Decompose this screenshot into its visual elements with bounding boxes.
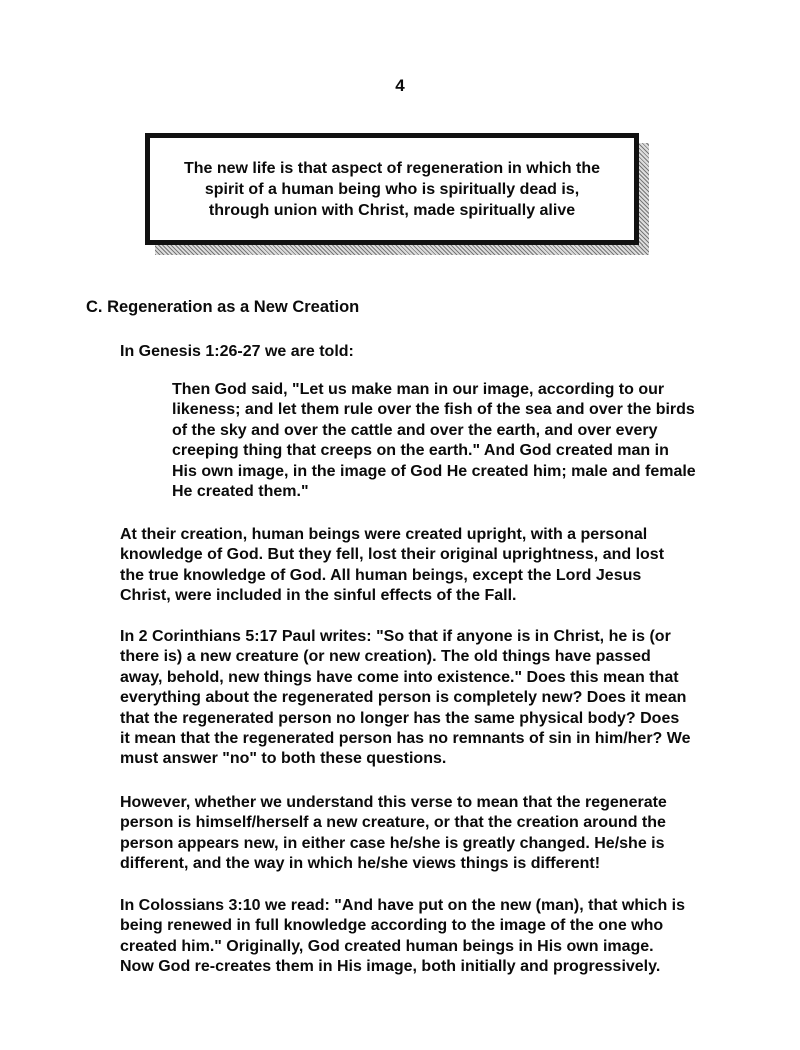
paragraph-line: Christ, were included in the sinful effects of the Fall. <box>120 587 517 605</box>
quote-line: creeping thing that creeps on the earth." And God created man in <box>172 442 669 460</box>
definition-line: through union with Christ, made spiritually alive <box>208 201 576 219</box>
paragraph-line: knowledge of God. But they fell, lost their original uprightness, and lost <box>120 546 665 564</box>
quote-line: Then God said, "Let us make man in our image, according to our <box>172 381 665 398</box>
paragraph-line: being renewed in full knowledge according to the image of the one who <box>120 917 664 935</box>
body-paragraph <box>120 627 740 770</box>
scripture-intro: In Genesis 1:26-27 we are told: <box>120 343 354 360</box>
definition-text <box>157 158 627 221</box>
definition-line: The new life is that aspect of regeneration in which the <box>183 159 601 177</box>
paragraph-line: person is himself/herself a new creature, or that the creation around the <box>120 814 666 832</box>
paragraph-line: In 2 Corinthians 5:17 Paul writes: "So that if anyone is in Christ, he is (or <box>120 628 671 645</box>
scripture-quote <box>172 380 732 502</box>
paragraph-line: that the regenerated person no longer has the same physical body? Does <box>120 709 680 727</box>
definition-box <box>145 133 639 245</box>
paragraph-line: In Colossians 3:10 we read: "And have put on the new (man), that which is <box>120 897 686 914</box>
paragraph-line: different, and the way in which he/she views things is different! <box>120 855 601 873</box>
definition-box-shadow <box>155 245 649 255</box>
body-paragraph <box>120 793 740 875</box>
paragraph-line: the true knowledge of God. All human beings, except the Lord Jesus <box>120 566 642 584</box>
quote-line: likeness; and let them rule over the fish of the sea and over the birds <box>172 401 695 419</box>
paragraph-line: there is) a new creature (or new creation). The old things have passed <box>120 648 651 666</box>
paragraph-line: At their creation, human beings were created upright, with a personal <box>120 526 648 543</box>
paragraph-line: it mean that the regenerated person has no remnants of sin in him/her? We <box>120 730 691 748</box>
paragraph-line: However, whether we understand this verse to mean that the regenerate <box>120 794 667 811</box>
paragraph-line: person appears new, in either case he/she is greatly changed. He/she is <box>120 834 665 852</box>
page-number: 4 <box>395 76 405 95</box>
quote-line: His own image, in the image of God He created him; male and female <box>172 462 696 480</box>
paragraph-line: must answer "no" to both these questions. <box>120 750 447 768</box>
definition-box-shadow <box>639 143 649 255</box>
paragraph-line: created him." Originally, God created human beings in His own image. <box>120 937 654 955</box>
paragraph-line: away, behold, new things have come into existence." Does this mean that <box>120 668 679 686</box>
body-paragraph <box>120 525 740 607</box>
quote-line: He created them." <box>172 483 309 501</box>
definition-line: spirit of a human being who is spiritually dead is, <box>204 180 580 198</box>
paragraph-line: Now God re-creates them in His image, both initially and progressively. <box>120 958 661 976</box>
paragraph-line: everything about the regenerated person is completely new? Does it mean <box>120 689 687 707</box>
body-paragraph <box>120 896 740 978</box>
quote-line: of the sky and over the cattle and over the earth, and over every <box>172 421 658 439</box>
section-heading: C. Regeneration as a New Creation <box>86 298 360 316</box>
